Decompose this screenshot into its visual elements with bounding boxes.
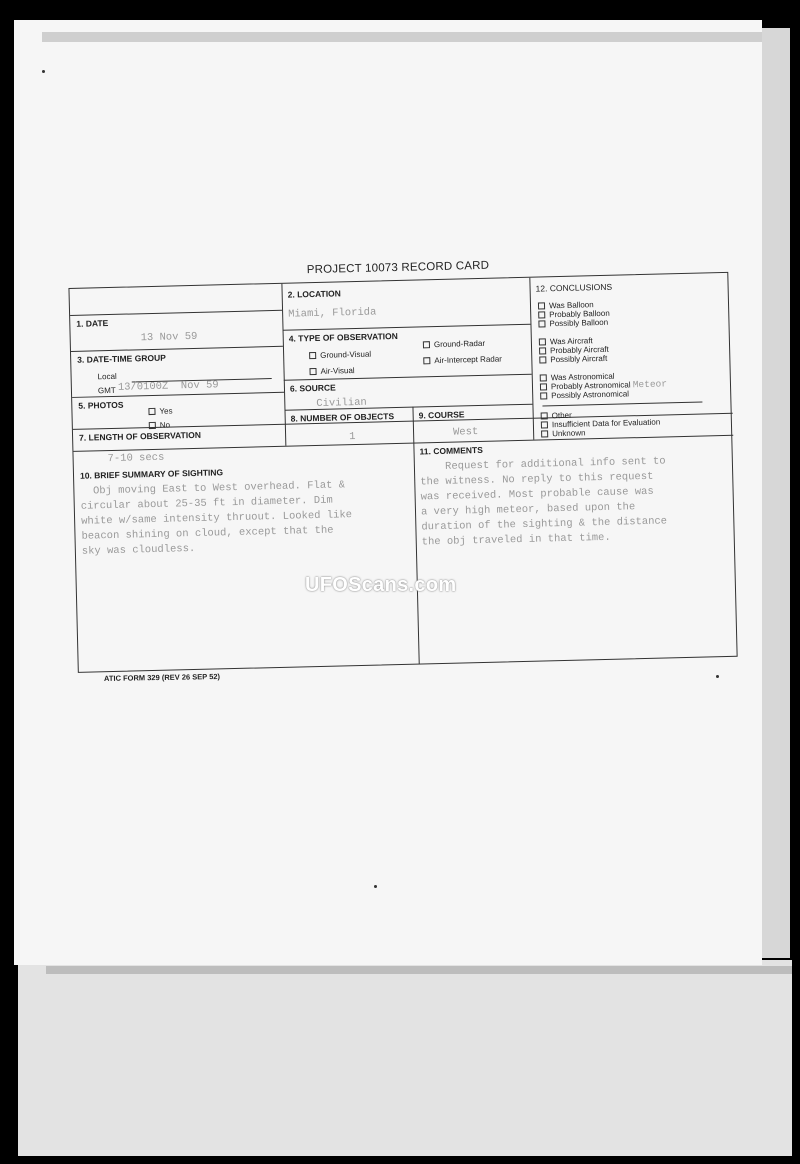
summary-line: white w/same intensity thruout. Looked like [81, 509, 353, 528]
comments-line: the obj traveled in that time. [421, 531, 611, 549]
type-air-intercept: Air-Intercept Radar [423, 354, 502, 365]
watermark: UFOScans.com [305, 574, 457, 596]
sheet-edge-shadow [760, 28, 790, 958]
conclusion-aircraft: Was Aircraft Probably Aircraft Possibly Aircraft [539, 336, 609, 365]
photos-no: No [149, 421, 170, 431]
photos-yes: Yes [148, 406, 172, 416]
conclusion-other: Other Insufficient Data for Evaluation Unknown [541, 409, 661, 439]
conclusion-astronomical: Was Astronomical Probably Astronomical Meteor Possibly Astronomical [540, 370, 668, 400]
conclusions-label: 12. CONCLUSIONS [535, 281, 613, 294]
source-label: 6. SOURCE [289, 382, 336, 394]
summary-line: sky was cloudless. [81, 542, 196, 558]
comments-line: duration of the sighting & the distance [421, 515, 668, 534]
gmt-value: 13/0100Z Nov 59 [117, 379, 219, 394]
summary-line: beacon shining on cloud, except that the [81, 524, 334, 543]
underlying-sheet [18, 960, 792, 1156]
date-label: 1. DATE [76, 318, 109, 329]
length-label: 7. LENGTH OF OBSERVATION [78, 429, 202, 443]
summary-line: circular about 25-35 ft in diameter. Dim [80, 494, 333, 513]
comments-line: a very high meteor, based upon the [420, 501, 636, 519]
form-id: ATIC FORM 329 (REV 26 SEP 52) [103, 671, 221, 684]
location-value: Miami, Florida [288, 306, 377, 321]
course-label: 9. COURSE [418, 409, 465, 421]
length-value: 7-10 secs [107, 451, 165, 466]
comments-line: the witness. No reply to this request [420, 470, 654, 489]
summary-line: Obj moving East to West overhead. Flat & [80, 479, 346, 498]
record-card [68, 254, 738, 670]
type-ground-radar: Ground-Radar [423, 339, 485, 350]
objects-value: 1 [349, 431, 356, 444]
card-grid [68, 272, 737, 673]
objects-label: 8. NUMBER OF OBJECTS [290, 411, 395, 424]
gmt-label: GMT [97, 385, 116, 396]
comments-label: 11. COMMENTS [419, 444, 483, 457]
comments-line: was received. Most probable cause was [420, 485, 654, 504]
date-value: 13 Nov 59 [140, 330, 198, 345]
photos-label: 5. PHOTOS [78, 399, 124, 411]
card-title: PROJECT 10073 RECORD CARD [306, 259, 490, 277]
source-value: Civilian [316, 396, 367, 410]
location-label: 2. LOCATION [287, 288, 341, 300]
summary-label: 10. BRIEF SUMMARY OF SIGHTING [79, 467, 224, 481]
comments-line: Request for additional info sent to [419, 455, 666, 474]
type-label: 4. TYPE OF OBSERVATION [288, 330, 398, 344]
conclusion-balloon: Was Balloon Probably Balloon Possibly Balloon [538, 300, 610, 329]
course-value: West [452, 426, 479, 439]
type-ground-visual: Ground-Visual [309, 350, 371, 361]
meteor-note: Meteor [632, 378, 668, 391]
local-label: Local [97, 371, 117, 382]
type-air-visual: Air-Visual [309, 366, 354, 376]
dtg-label: 3. DATE-TIME GROUP [77, 352, 166, 365]
